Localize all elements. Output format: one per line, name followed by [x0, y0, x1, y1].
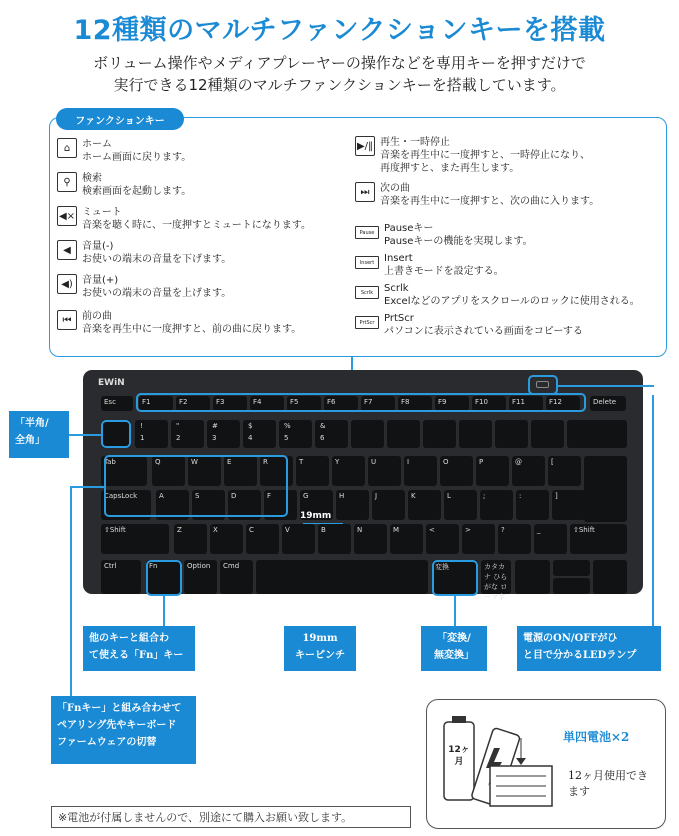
key-f6: F6 [324, 396, 358, 411]
key-f11: F11 [509, 396, 543, 411]
play-pause-icon: ▶/‖ [355, 136, 375, 156]
henkan-key-highlight [432, 560, 478, 596]
callout-fn: 他のキーと組合わ て使える「Fn」キー [83, 626, 195, 671]
function-item-desc: ホーム画面に戻ります。 [82, 152, 192, 163]
key-L: L [444, 490, 477, 520]
key-D: D [228, 490, 261, 520]
function-item [355, 312, 655, 338]
callout-pairing: 「Fnキー」と組み合わせて ペアリング先やキーボード ファームウェアの切替 [51, 696, 196, 764]
callout-pitch: 19mm キーピンチ [284, 626, 356, 671]
function-item-desc: 検索画面を起動します。 [82, 186, 192, 197]
key-right [593, 560, 627, 594]
callout-led-line-top [558, 385, 654, 387]
key-backspace [567, 420, 627, 448]
key-]: ] [552, 490, 585, 520]
pause-key-icon: Pause [355, 226, 379, 239]
function-item-title: Scrlk [384, 283, 409, 294]
key-number [387, 420, 420, 448]
home-icon: ⌂ [57, 138, 77, 158]
key-up [553, 560, 590, 576]
search-icon: ⚲ [57, 172, 77, 192]
pairing-keys-highlight [104, 455, 288, 517]
key-space [256, 560, 428, 594]
key-A: A [156, 490, 189, 520]
function-item-desc: お使いの端末の音量を下げます。 [82, 254, 232, 265]
function-key-tab: ファンクションキー [56, 108, 184, 130]
key-f2: F2 [176, 396, 210, 411]
volume-up-icon: ◀) [57, 274, 77, 294]
battery-cell-label: 12ヶ月 [448, 745, 470, 767]
function-row-highlight [136, 393, 586, 412]
key-legend: # [212, 422, 218, 430]
key-shift-right: ⇧Shift [570, 524, 627, 554]
function-item [355, 282, 655, 308]
previous-track-icon: ⏮ [57, 310, 77, 330]
function-item-desc: 音楽を再生中に一度押すと、前の曲に戻ります。 [82, 324, 302, 335]
callout-hankaku: 「半角/ 全角」 [9, 411, 69, 458]
key-:: : [516, 490, 549, 520]
key-legend: & [320, 422, 326, 430]
next-track-icon: ⏭ [355, 182, 375, 202]
key-T: T [296, 456, 329, 486]
function-item-title: Insert [384, 253, 413, 264]
fn-key-highlight [146, 560, 182, 596]
key-legend: 5 [284, 434, 289, 442]
function-item-title: Pauseキー [384, 223, 434, 234]
key-legend: 4 [248, 434, 253, 442]
key-number [495, 420, 528, 448]
subline-1: ボリューム操作やメディアプレーヤーの操作などを専用キーを押すだけで [93, 54, 586, 72]
key-cmd: Cmd [220, 560, 253, 594]
function-item [355, 136, 655, 175]
key-legend: " [176, 422, 180, 430]
function-item-title: ホーム [82, 139, 112, 150]
key-legend: 2 [176, 434, 181, 442]
function-item-title: 前の曲 [82, 311, 112, 322]
key-tab: Tab [101, 456, 147, 486]
key-legend: ! [140, 422, 143, 430]
function-item-title: 音量(-) [82, 241, 114, 252]
key-capslock: CapsLock [101, 490, 151, 520]
function-item [57, 138, 347, 164]
key-C: C [246, 524, 279, 554]
subline-2: 実行できる12種類のマルチファンクションキーを搭載しています。 [113, 76, 566, 94]
key-katakana: カタカナ ひらがな ローマ字 [481, 560, 511, 594]
insert-key-icon: Insert [355, 256, 379, 269]
key-?: ? [498, 524, 531, 554]
function-item [57, 172, 347, 198]
key-M: M [390, 524, 423, 554]
callout-led: 電源のON/OFFがひ と目で分かるLEDランプ [517, 626, 661, 671]
callout-pairing-line-top [70, 486, 104, 488]
key-Y: Y [332, 456, 365, 486]
key-f9: F9 [435, 396, 469, 411]
key-legend: 6 [320, 434, 325, 442]
key-S: S [192, 490, 225, 520]
key-number [351, 420, 384, 448]
function-item [57, 206, 347, 232]
key-@: @ [512, 456, 545, 486]
function-item-title: PrtScr [384, 313, 414, 324]
function-item-title: 再生・一時停止 [380, 137, 450, 148]
function-item [355, 182, 655, 208]
key-;: ; [480, 490, 513, 520]
key-henkan: 変換 [432, 560, 478, 594]
key-left [515, 560, 550, 594]
callout-pairing-line [70, 486, 72, 696]
key-enter [584, 456, 627, 522]
key-<: < [426, 524, 459, 554]
key-W: W [188, 456, 221, 486]
key-F: F [264, 490, 297, 520]
key-down [553, 578, 590, 594]
keyboard-logo: EWiN [98, 378, 125, 388]
headline: 12種類のマルチファンクションキーを搭載 [73, 15, 606, 46]
function-item-desc-cont: 再度押すと、また再生します。 [380, 163, 520, 174]
function-item-desc: お使いの端末の音量を上げます。 [82, 288, 232, 299]
key-number [423, 420, 456, 448]
key-legend: $ [248, 422, 253, 430]
function-item-desc: Excelなどのアプリをスクロールのロックに使用される。 [384, 296, 640, 307]
key-V: V [282, 524, 315, 554]
key-U: U [368, 456, 401, 486]
callout-led-line [652, 395, 654, 626]
function-item-title: 次の曲 [380, 183, 410, 194]
key-number [531, 420, 564, 448]
key->: > [462, 524, 495, 554]
function-item [57, 240, 347, 266]
key-option: Option [184, 560, 217, 594]
key-legend: 3 [212, 434, 217, 442]
function-item [355, 252, 655, 278]
function-item [355, 222, 655, 248]
function-item-desc: Pauseキーの機能を実現します。 [384, 236, 533, 247]
key-J: J [372, 490, 405, 520]
key-_: _ [534, 524, 567, 554]
key-X: X [210, 524, 243, 554]
led-highlight [528, 375, 558, 395]
pitch-marker [303, 523, 343, 524]
key-legend: % [284, 422, 291, 430]
callout-henkan: 「変換/ 無変換」 [421, 626, 487, 671]
key-f8: F8 [398, 396, 432, 411]
key-[: [ [548, 456, 581, 486]
function-item-desc: 音楽を聴く時に、一度押すとミュートになります。 [82, 220, 311, 231]
key-f7: F7 [361, 396, 395, 411]
mute-icon: ◀× [57, 206, 77, 226]
hankaku-key-highlight [101, 420, 131, 448]
key-Z: Z [174, 524, 207, 554]
key-f12: F12 [546, 396, 580, 411]
key-shift-left: ⇧Shift [101, 524, 169, 554]
volume-down-icon: ◀ [57, 240, 77, 260]
key-f10: F10 [472, 396, 506, 411]
function-item-title: ミュート [82, 207, 122, 218]
key-O: O [440, 456, 473, 486]
function-item [57, 274, 347, 300]
key-K: K [408, 490, 441, 520]
function-item-title: 検索 [82, 173, 102, 184]
function-item [57, 310, 347, 336]
callout-hankaku-line [69, 434, 101, 436]
key-N: N [354, 524, 387, 554]
key-legend: 1 [140, 434, 145, 442]
key-f3: F3 [213, 396, 247, 411]
battery-note: ※電池が付属しませんので、別途にて購入お願い致します。 [51, 806, 411, 828]
key-Q: Q [152, 456, 185, 486]
key-delete: Delete [590, 396, 626, 411]
key-B: B [318, 524, 351, 554]
function-item-desc: パソコンに表示されている画面をコピーする [384, 326, 583, 337]
key-esc: Esc [101, 396, 133, 411]
scrlk-key-icon: Scrlk [355, 286, 379, 299]
function-item-desc: 音楽を再生中に一度押すと、一時停止になり、 [380, 150, 590, 161]
key-number [459, 420, 492, 448]
callout-henkan-line [454, 596, 456, 626]
key-I: I [404, 456, 437, 486]
key-ctrl: Ctrl [101, 560, 141, 594]
battery-text: 12ヶ月使用できます [568, 769, 648, 798]
key-f4: F4 [250, 396, 284, 411]
callout-fn-line [163, 596, 165, 626]
key-f1: F1 [139, 396, 173, 411]
key-f5: F5 [287, 396, 321, 411]
key-G: G [300, 490, 333, 520]
battery-title: 単四電池×2 [563, 730, 630, 744]
key-H: H [336, 490, 369, 520]
pitch-label: 19mm [300, 511, 332, 521]
function-item-desc: 音楽を再生中に一度押すと、次の曲に入ります。 [380, 196, 600, 207]
function-item-desc: 上書きモードを設定する。 [384, 266, 504, 277]
function-item-title: 音量(+) [82, 275, 119, 286]
key-R: R [260, 456, 293, 486]
key-fn: Fn [146, 560, 182, 594]
key-E: E [224, 456, 257, 486]
key-P: P [476, 456, 509, 486]
prtscr-key-icon: PrtScr [355, 316, 379, 329]
